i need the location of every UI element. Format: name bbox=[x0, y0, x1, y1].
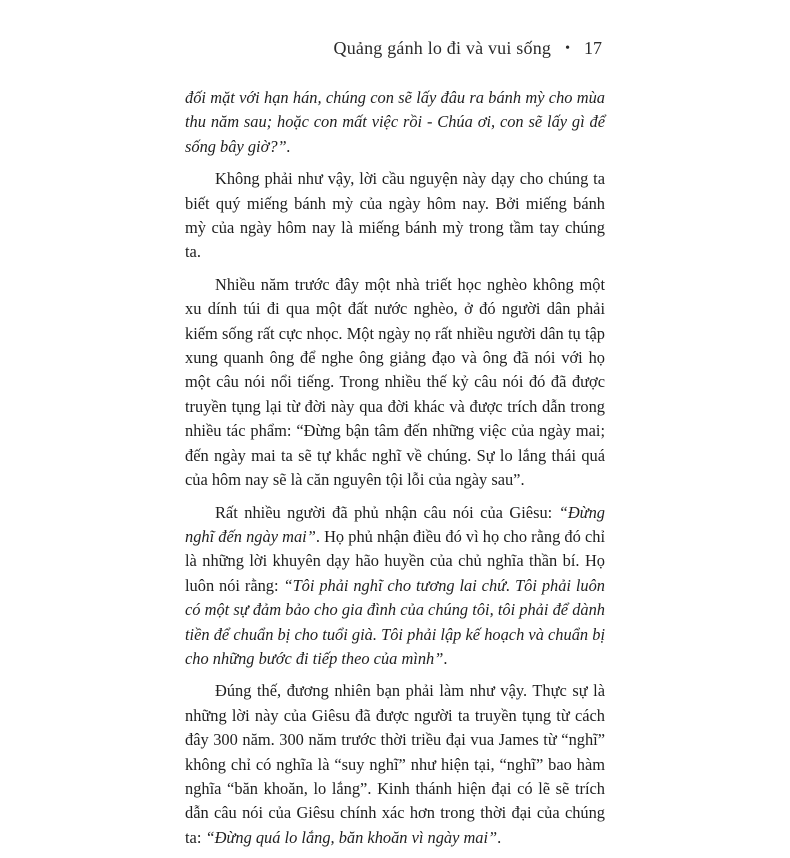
paragraph-1: đối mặt với hạn hán, chúng con sẽ lấy đâu ra bánh mỳ cho mùa thu năm sau; hoặc con mất việc rồi - Chúa ơi, con sẽ lấy gì để sống bây giờ?”. bbox=[185, 88, 605, 156]
paragraph-5-part-a: Đúng thế, đương nhiên bạn phải làm như vậy. Thực sự là những lời này của Giêsu đã được người ta truyền tụng từ cách đây 300 năm. 300 năm trước thời triều đại vua James từ “nghĩ” không chỉ có nghĩa là “suy nghĩ” như hiện tại, “nghĩ” bao hàm nghĩa “băn khoăn, lo lắng”. Kinh thánh hiện đại có lẽ sẽ trích dẫn câu nói của Giêsu chính xác hơn trong thời đại của chúng ta: bbox=[185, 681, 605, 847]
page-body bbox=[185, 86, 605, 858]
paragraph-4-quote-2: “Tôi phải nghĩ cho tương lai chứ. Tôi phải luôn có một sự đảm bảo cho gia đình của chúng tôi, tôi phải để dành tiền để chuẩn bị cho tuổi già. Tôi phải lập kế hoạch và chuẩn bị cho những bước đi tiếp theo của mình” bbox=[185, 575, 605, 668]
running-title: Quảng gánh lo đi và vui sống bbox=[333, 38, 552, 58]
page-number: 17 bbox=[584, 38, 602, 58]
paragraph-5-part-c: . bbox=[497, 827, 502, 847]
running-header bbox=[334, 38, 602, 59]
paragraph-3: Nhiều năm trước đây một nhà triết học nghèo không một xu dính túi đi qua một đất nước nghèo, ở đó người dân phải kiếm sống rất cực nhọc. Một ngày nọ rất nhiều người dân tụ tập xung quanh ông để nghe ông giảng đạo và ông đã nói với họ một câu nói nổi tiếng. Trong nhiều thế kỷ câu nói đó đã được truyền tụng lại từ đời này qua đời khác và được trích dẫn trong nhiều tác phẩm: “Đừng bận tâm đến những việc của ngày mai; đến ngày mai ta sẽ tự khắc nghĩ về chúng. Sự lo lắng thái quá của hôm nay sẽ là căn nguyên tội lỗi của ngày sau”. bbox=[185, 274, 605, 490]
paragraph-4 bbox=[185, 501, 605, 672]
paragraph-5-quote: “Đừng quá lo lắng, băn khoăn vì ngày mai” bbox=[205, 827, 498, 847]
paragraph-4-quote-1: “Đừng nghĩ đến ngày mai” bbox=[185, 502, 605, 546]
paragraph-4-part-a: Rất nhiều người đã phủ nhận câu nói của Giêsu: bbox=[215, 502, 559, 522]
paragraph-2: Không phải như vậy, lời cầu nguyện này dạy cho chúng ta biết quý miếng bánh mỳ của ngày hôm nay. Bởi miếng bánh mỳ của ngày hôm nay là miếng bánh mỳ trong tầm tay chúng ta. bbox=[185, 169, 605, 262]
header-bullet: • bbox=[565, 40, 570, 56]
paragraph-5 bbox=[185, 679, 605, 850]
paragraph-4-part-c: . Họ phủ nhận điều đó vì họ cho rằng đó chỉ là những lời khuyên dạy hão huyền của chủ nghĩa thần bí. Họ luôn nói rằng: bbox=[185, 526, 605, 595]
paragraph-4-part-e: . bbox=[443, 648, 448, 668]
